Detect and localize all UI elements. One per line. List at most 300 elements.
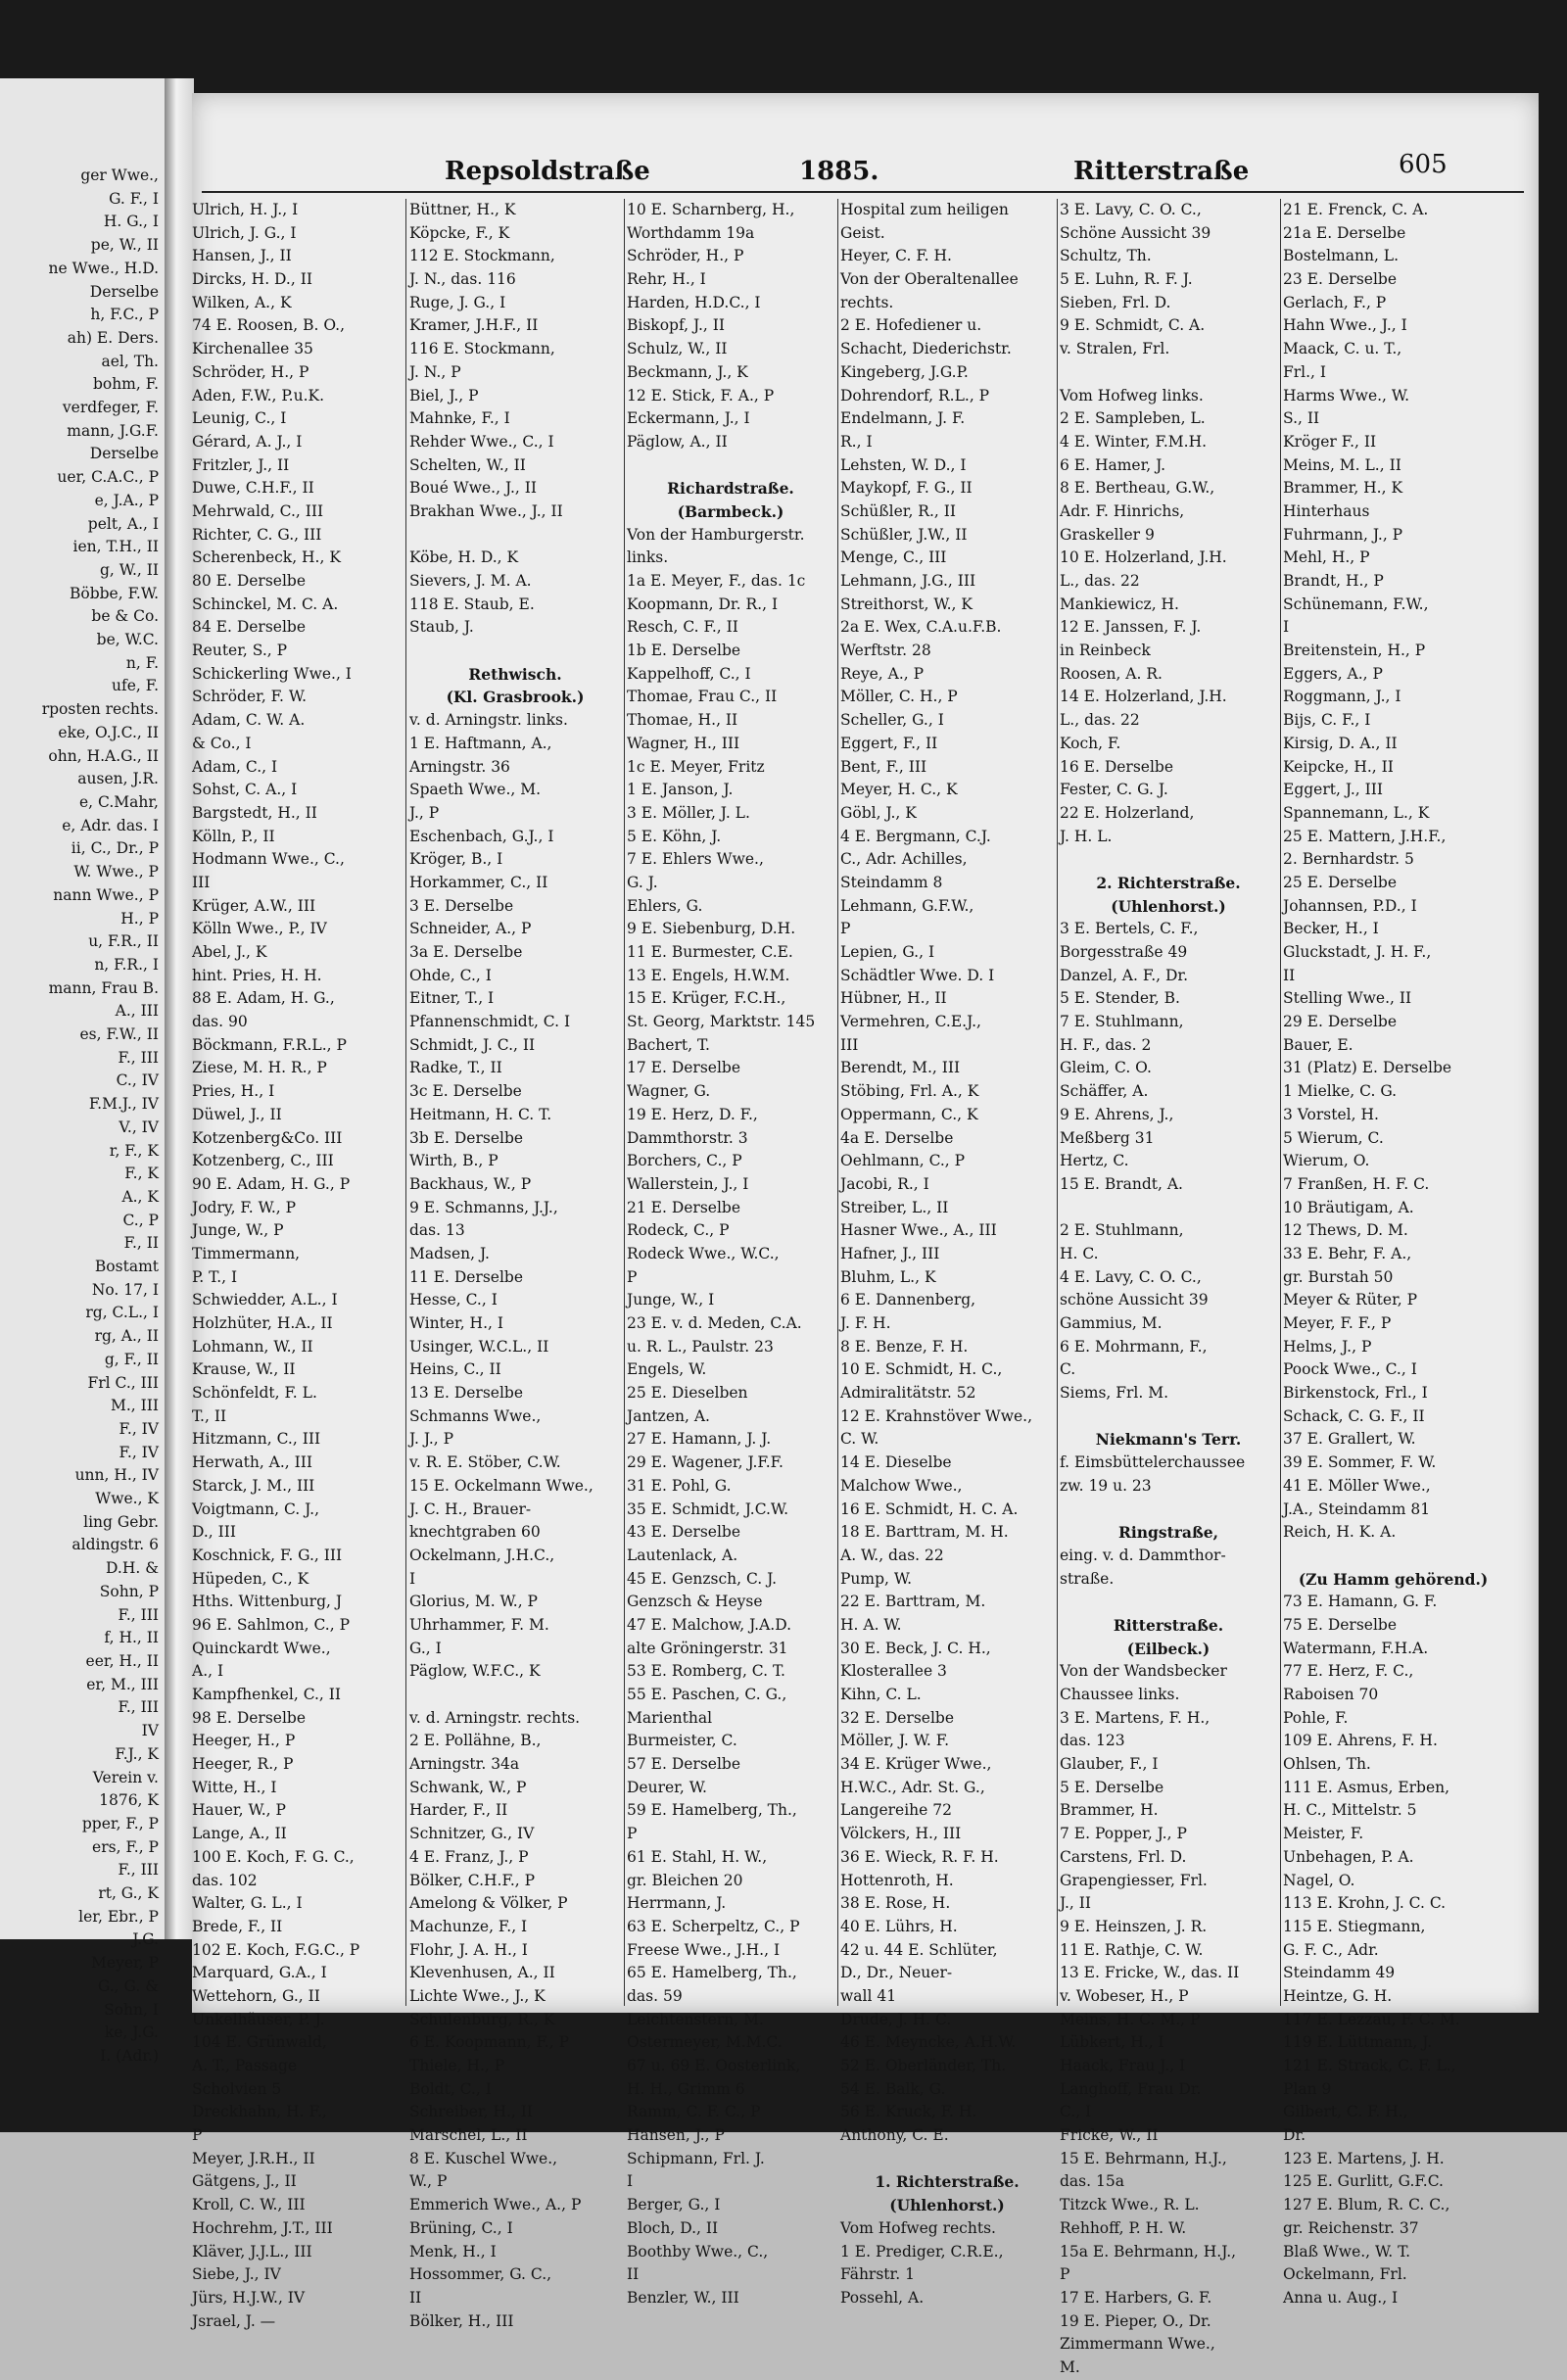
directory-entry — [1060, 848, 1277, 872]
directory-entry: e, J.A., P — [94, 491, 159, 509]
directory-entry: 61 E. Stahl, H. W., — [627, 1847, 768, 1866]
directory-entry: 57 E. Derselbe — [627, 1755, 741, 1774]
directory-entry: St. Georg, Marktstr. 145 — [627, 1013, 816, 1031]
directory-entry: 2 E. Stuhlmann, — [1060, 1221, 1184, 1240]
directory-entry: 21 E. Frenck, C. A. — [1283, 201, 1429, 218]
directory-entry: Genzsch & Heyse — [627, 1593, 763, 1611]
directory-entry: Klevenhusen, A., II — [409, 1964, 555, 1982]
directory-entry — [409, 524, 621, 547]
directory-entry: Glorius, M. W., P — [409, 1593, 538, 1611]
directory-entry: C. — [1060, 1360, 1076, 1379]
directory-entry: 7 Franßen, H. F. C. — [1283, 1174, 1430, 1193]
street-heading: Ringstraße, — [1117, 1523, 1218, 1543]
directory-entry: Kotzenberg&Co. III — [192, 1128, 343, 1147]
directory-entry: Berger, G., I — [627, 2196, 721, 2214]
directory-entry: 4 E. Bergmann, C.J. — [840, 827, 991, 845]
directory-entry: 123 E. Martens, J. H. — [1283, 2149, 1445, 2167]
directory-entry: C., P — [122, 1211, 159, 1229]
directory-entry — [1060, 361, 1277, 385]
directory-entry: 33 E. Behr, F. A., — [1283, 1244, 1412, 1262]
directory-entry: Hochrehm, J.T., III — [192, 2218, 333, 2237]
directory-entry: H. C., Mittelstr. 5 — [1283, 1801, 1417, 1820]
directory-entry: 31 E. Pohl, G. — [627, 1476, 732, 1495]
directory-entry: Möller, J. W. F. — [840, 1732, 950, 1750]
directory-entry: Deurer, W. — [627, 1778, 707, 1796]
directory-entry: Schmidt, J. C., II — [409, 1035, 536, 1054]
directory-entry: mann, J.G.F. — [67, 421, 159, 440]
directory-entry: 7 E. Stuhlmann, — [1060, 1013, 1184, 1031]
directory-entry: Kirchenallee 35 — [192, 340, 313, 358]
directory-entry: Böckmann, F.R.L., P — [192, 1035, 347, 1054]
directory-entry: Krüger, A.W., III — [192, 896, 316, 915]
directory-entry: G., I — [409, 1639, 442, 1657]
directory-entry: das. 102 — [192, 1871, 258, 1889]
street-heading: 1. Richterstraße. — [875, 2172, 1020, 2192]
directory-entry: Schüßler, R., II — [840, 501, 957, 520]
street-heading: 2. Richterstraße. — [1096, 873, 1241, 892]
directory-entry: Eckermann, J., I — [627, 409, 750, 428]
directory-entry: mann, Frau B. — [48, 978, 159, 997]
directory-entry: Hodmann Wwe., C., — [192, 850, 345, 869]
directory-entry: rg, A., II — [94, 1327, 159, 1346]
directory-entry: Birkenstock, Frl., I — [1283, 1384, 1428, 1403]
directory-entry: Oehlmann, C., P — [840, 1152, 966, 1170]
directory-entry: be, W.C. — [96, 631, 159, 649]
directory-entry: Sieben, Frl. D. — [1060, 293, 1171, 311]
directory-entry: Admiralitätstr. 52 — [840, 1384, 976, 1403]
directory-entry: H. F., das. 2 — [1060, 1035, 1152, 1054]
directory-entry: F.M.J., IV — [88, 1095, 159, 1114]
directory-entry: links. — [627, 548, 669, 567]
directory-entry: P — [192, 2126, 203, 2145]
directory-entry: 40 E. Lührs, H. — [840, 1917, 958, 1935]
directory-entry: rt, G., K — [98, 1884, 159, 1903]
directory-entry: eer, H., II — [85, 1652, 159, 1670]
directory-entry: Fester, C. G. J. — [1060, 781, 1168, 799]
directory-entry: 31 (Platz) E. Derselbe — [1283, 1059, 1452, 1077]
directory-entry: 84 E. Derselbe — [192, 618, 307, 637]
column-6 — [1283, 199, 1503, 2310]
directory-entry: 102 E. Koch, F.G.C., P — [192, 1940, 360, 1959]
directory-entry: 3a E. Derselbe — [409, 943, 523, 961]
directory-entry: Streiber, L., II — [840, 1198, 949, 1216]
directory-entry: 55 E. Paschen, C. G., — [627, 1686, 787, 1703]
left-page-text — [2, 165, 159, 2069]
directory-entry: Meister, F. — [1283, 1825, 1364, 1843]
directory-entry: Köpcke, F., K — [409, 223, 510, 242]
directory-entry: Langereihe 72 — [840, 1801, 952, 1820]
directory-entry: 80 E. Derselbe — [192, 572, 307, 590]
directory-entry: Pries, H., I — [192, 1082, 275, 1101]
directory-entry: F., K — [124, 1165, 159, 1183]
directory-entry: V., IV — [119, 1118, 159, 1136]
directory-entry: 4 E. Winter, F.M.H. — [1060, 432, 1208, 451]
directory-entry: Gammius, M. — [1060, 1314, 1163, 1332]
directory-entry: Arningstr. 36 — [409, 757, 510, 776]
directory-entry: ling Gebr. — [83, 1512, 159, 1531]
directory-entry: 5 E. Stender, B. — [1060, 989, 1180, 1008]
directory-entry: Beckmann, J., K — [627, 362, 748, 381]
directory-entry: 63 E. Scherpeltz, C., P — [627, 1917, 800, 1935]
directory-entry: Ehlers, G. — [627, 896, 703, 915]
directory-entry: Eggert, F., II — [840, 734, 938, 752]
directory-entry: h, F.C., P — [90, 306, 159, 324]
directory-entry: be & Co. — [91, 607, 159, 626]
directory-entry: 19 E. Pieper, O., Dr. — [1060, 2311, 1211, 2330]
directory-entry: 13 E. Derselbe — [409, 1384, 524, 1403]
directory-entry: Marienthal — [627, 1708, 713, 1727]
directory-entry: Kotzenberg, C., III — [192, 1152, 334, 1170]
directory-entry: verdfeger, F. — [62, 399, 159, 417]
directory-entry: 1 Mielke, C. G. — [1283, 1082, 1398, 1101]
directory-entry: Lange, A., II — [192, 1825, 287, 1843]
directory-entry: 125 E. Gurlitt, G.F.C. — [1283, 2172, 1444, 2191]
directory-entry: G. F. C., Adr. — [1283, 1940, 1379, 1959]
directory-entry: 3 Vorstel, H. — [1283, 1105, 1379, 1123]
directory-entry: Pump, W. — [840, 1569, 913, 1588]
directory-entry: 17 E. Derselbe — [627, 1059, 741, 1077]
directory-entry: Kölln Wwe., P., IV — [192, 920, 327, 938]
directory-entry: knechtgraben 60 — [409, 1523, 541, 1542]
directory-entry: 32 E. Derselbe — [840, 1708, 955, 1727]
directory-entry: 27 E. Hamann, J. J. — [627, 1430, 772, 1449]
directory-entry: 117 E. Lezzau, F. C. M. — [1283, 2010, 1460, 2028]
directory-entry: 12 E. Stick, F. A., P — [627, 386, 775, 405]
directory-entry: F., III — [118, 1861, 159, 1880]
directory-entry: II — [409, 2288, 422, 2307]
directory-entry: Von der Wandsbecker — [1060, 1662, 1227, 1681]
directory-entry: Lehmann, G.F.W., — [840, 896, 974, 915]
directory-entry: Schacht, Diederichstr. — [840, 340, 1012, 358]
directory-entry: 3 E. Lavy, C. O. C., — [1060, 201, 1202, 218]
directory-entry: Witte, H., I — [192, 1778, 277, 1796]
directory-entry: Jantzen, A. — [627, 1406, 710, 1425]
directory-entry: Schulz, W., II — [627, 340, 728, 358]
column-divider — [405, 199, 406, 2006]
directory-entry: Boldt, C., I — [409, 2079, 492, 2098]
directory-entry: 2a E. Wex, C.A.u.F.B. — [840, 618, 1002, 637]
directory-entry: es, F.W., II — [79, 1025, 159, 1044]
directory-entry: Kläver, J.J.L., III — [192, 2242, 312, 2261]
directory-entry: 59 E. Hamelberg, Th., — [627, 1801, 797, 1820]
directory-entry: Gätgens, J., II — [192, 2172, 297, 2191]
directory-entry: g, F., II — [104, 1350, 159, 1368]
directory-entry: Amelong & Völker, P — [409, 1894, 568, 1913]
directory-entry: Schädtler Wwe. D. I — [840, 966, 995, 984]
street-heading: (Kl. Grasbrook.) — [446, 688, 585, 707]
directory-entry: Scheller, G., I — [840, 711, 944, 730]
directory-entry: schöne Aussicht 39 — [1060, 1291, 1209, 1309]
directory-entry: u, F.R., II — [88, 932, 159, 951]
directory-entry: D., III — [192, 1523, 237, 1542]
directory-entry: Unbehagen, P. A. — [1283, 1847, 1414, 1866]
directory-entry: Kirsig, D. A., II — [1283, 734, 1398, 752]
directory-entry: 9 E. Heinszen, J. R. — [1060, 1917, 1208, 1935]
directory-entry: ke, J.G. — [104, 2023, 159, 2042]
directory-entry: Schwiedder, A.L., I — [192, 1291, 338, 1309]
directory-entry: 34 E. Krüger Wwe., — [840, 1755, 992, 1774]
directory-entry: L., das. 22 — [1060, 711, 1140, 730]
directory-entry: Possehl, A. — [840, 2288, 925, 2307]
directory-entry: 98 E. Derselbe — [192, 1708, 307, 1727]
directory-entry: Horkammer, C., II — [409, 873, 548, 891]
directory-entry: Danzel, A. F., Dr. — [1060, 966, 1189, 984]
directory-entry: Frl C., III — [87, 1373, 159, 1392]
directory-entry: 13 E. Engels, H.W.M. — [627, 966, 790, 984]
directory-entry: Leichtenstern, M. — [627, 2010, 764, 2028]
street-heading: (Zu Hamm gehörend.) — [1298, 1569, 1489, 1589]
directory-entry: 5 Wierum, C. — [1283, 1128, 1384, 1147]
directory-entry: Brandt, H., P — [1283, 572, 1384, 590]
directory-entry: Derselbe — [89, 445, 159, 463]
directory-entry: Klosterallee 3 — [840, 1662, 947, 1681]
directory-entry: Winter, H., I — [409, 1314, 503, 1332]
directory-entry — [409, 640, 621, 663]
directory-entry: Bijs, C. F., I — [1283, 711, 1371, 730]
directory-entry: Schelten, W., II — [409, 455, 526, 474]
directory-entry: Jürs, H.J.W., IV — [192, 2288, 306, 2307]
directory-entry: A. W., das. 22 — [840, 1546, 944, 1564]
directory-entry: & Co., I — [192, 734, 252, 752]
directory-entry: zw. 19 u. 23 — [1060, 1476, 1152, 1495]
directory-entry — [1060, 1197, 1277, 1220]
directory-entry: Fuhrmann, J., P — [1283, 525, 1403, 544]
directory-entry: rg, C.L., I — [85, 1304, 159, 1322]
directory-entry: Oppermann, C., K — [840, 1105, 978, 1123]
directory-entry: ger Wwe., — [80, 167, 159, 184]
directory-entry: 14 E. Holzerland, J.H. — [1060, 688, 1227, 706]
street-heading: Niekmann's Terr. — [1095, 1430, 1242, 1450]
directory-entry: e, Adr. das. I — [62, 816, 159, 834]
directory-entry: Hitzmann, C., III — [192, 1430, 321, 1449]
directory-entry: alte Gröningerstr. 31 — [627, 1639, 788, 1657]
directory-entry: 29 E. Wagener, J.F.F. — [627, 1453, 784, 1472]
directory-entry: I — [627, 2172, 634, 2191]
directory-entry: Gluckstadt, J. H. F., — [1283, 943, 1432, 961]
directory-entry: 36 E. Wieck, R. F. H. — [840, 1847, 999, 1866]
directory-entry: ohn, H.A.G., II — [48, 746, 159, 765]
directory-entry: Scherenbeck, H., K — [192, 548, 341, 567]
directory-entry: 13 E. Fricke, W., das. II — [1060, 1964, 1240, 1982]
directory-entry: 21a E. Derselbe — [1283, 223, 1406, 242]
directory-entry: Werftstr. 28 — [840, 642, 931, 660]
directory-entry: g, W., II — [99, 560, 159, 579]
directory-entry: J. N., P — [409, 362, 461, 381]
directory-entry: Meßberg 31 — [1060, 1128, 1155, 1147]
directory-entry: 47 E. Malchow, J.A.D. — [627, 1615, 792, 1634]
directory-entry: Carstens, Frl. D. — [1060, 1847, 1187, 1866]
directory-entry: 112 E. Stockmann, — [409, 247, 555, 265]
directory-entry: Becker, H., I — [1283, 920, 1379, 938]
directory-entry: Arningstr. 34a — [409, 1755, 520, 1774]
directory-entry: 3 E. Bertels, C. F., — [1060, 920, 1199, 938]
directory-entry: Hansen, J., P — [627, 2126, 725, 2145]
directory-entry: Steindamm 8 — [840, 873, 943, 891]
directory-entry: Quinckardt Wwe., — [192, 1639, 331, 1657]
directory-entry: Hossommer, G. C., — [409, 2265, 552, 2284]
directory-entry: straße. — [1060, 1569, 1115, 1588]
directory-entry: Wallerstein, J., I — [627, 1174, 749, 1193]
directory-entry: J. C. H., Brauer- — [409, 1499, 532, 1518]
directory-entry: Schmanns Wwe., — [409, 1406, 542, 1425]
directory-entry: Reye, A., P — [840, 664, 925, 683]
directory-entry: f. Eimsbüttelerchaussee — [1060, 1453, 1246, 1472]
directory-entry: Kröger F., II — [1283, 432, 1377, 451]
directory-entry: ael, Th. — [101, 352, 159, 370]
directory-entry: Lohmann, W., II — [192, 1337, 313, 1356]
directory-entry: Boué Wwe., J., II — [409, 479, 537, 498]
directory-entry: Vermehren, C.E.J., — [840, 1013, 981, 1031]
directory-entry: Eitner, T., I — [409, 989, 495, 1008]
directory-entry: das. 123 — [1060, 1732, 1125, 1750]
directory-entry: er, M., III — [86, 1675, 159, 1693]
directory-entry: Mehl, H., P — [1283, 548, 1370, 567]
directory-entry: F., II — [123, 1234, 159, 1253]
directory-entry: Ulrich, H. J., I — [192, 201, 299, 218]
directory-entry: 16 E. Derselbe — [1060, 757, 1174, 776]
directory-entry: das. 90 — [192, 1013, 248, 1031]
directory-entry: Fricke, W., II — [1060, 2126, 1159, 2145]
directory-entry: 2 E. Sampleben, L. — [1060, 409, 1206, 428]
directory-entry: C., I — [1060, 2103, 1092, 2121]
directory-entry: Schinckel, M. C. A. — [192, 595, 339, 613]
directory-entry: Poock Wwe., C., I — [1283, 1360, 1417, 1379]
directory-entry: ah) E. Ders. — [67, 328, 159, 347]
directory-entry: Pfannenschmidt, C. I — [409, 1013, 571, 1031]
directory-entry: Ruge, J. G., I — [409, 293, 506, 311]
directory-entry: Bostamt — [94, 1258, 159, 1276]
directory-entry: 10 E. Schmidt, H. C., — [840, 1360, 1003, 1379]
directory-entry: 46 E. Meyncke, A.H.W. — [840, 2033, 1017, 2052]
column-2 — [409, 199, 621, 2333]
street-heading: Ritterstraße. — [1113, 1615, 1224, 1635]
directory-entry: Thomae, H., II — [627, 711, 738, 730]
directory-entry: 2 E. Hofediener u. — [840, 316, 982, 335]
directory-entry: A., K — [121, 1187, 159, 1206]
directory-entry: Reich, H. K. A. — [1283, 1523, 1397, 1542]
directory-entry: Verein v. — [92, 1768, 159, 1786]
directory-entry: in Reinbeck — [1060, 642, 1151, 660]
directory-entry: Fritzler, J., II — [192, 455, 290, 474]
directory-entry: 115 E. Stiegmann, — [1283, 1917, 1426, 1935]
directory-entry: Roggmann, J., I — [1283, 688, 1401, 706]
directory-entry: Harden, H.D.C., I — [627, 293, 761, 311]
directory-entry: D.H. & — [106, 1559, 159, 1578]
directory-entry: Glauber, F., I — [1060, 1755, 1159, 1774]
directory-entry: III — [192, 873, 211, 891]
street-heading: (Uhlenhorst.) — [1111, 896, 1226, 916]
directory-entry: pelt, A., I — [87, 514, 159, 533]
directory-entry: 109 E. Ahrens, F. H. — [1283, 1732, 1438, 1750]
column-divider — [624, 199, 625, 2006]
directory-entry: P — [627, 1825, 638, 1843]
directory-entry: Schröder, H., P — [192, 362, 309, 381]
directory-entry: 25 E. Mattern, J.H.F., — [1283, 827, 1447, 845]
directory-entry: Jacobi, R., I — [840, 1174, 929, 1193]
directory-entry: 1a E. Meyer, F., das. 1c — [627, 572, 806, 590]
left-page-fragment — [0, 78, 166, 2065]
directory-entry — [1060, 1405, 1277, 1429]
directory-entry: Rehr, H., I — [627, 270, 706, 289]
directory-entry: R., I — [840, 432, 873, 451]
directory-entry: Bargstedt, H., II — [192, 803, 317, 822]
directory-entry: Heitmann, H. C. T. — [409, 1105, 552, 1123]
directory-entry: Titzck Wwe., R. L. — [1060, 2196, 1200, 2214]
directory-entry: Sohn, I — [104, 2000, 159, 2019]
directory-entry: Dreckhahn, H. F., — [192, 2103, 327, 2121]
directory-entry: 42 u. 44 E. Schlüter, — [840, 1940, 998, 1959]
directory-entry: L., das. 22 — [1060, 572, 1140, 590]
directory-entry: III — [840, 1035, 859, 1054]
directory-entry: Reuter, S., P — [192, 642, 288, 660]
directory-entry: Adam, C., I — [192, 757, 278, 776]
directory-entry: II — [1283, 966, 1296, 984]
directory-entry: 1876, K — [99, 1791, 159, 1810]
directory-entry: Harder, F., II — [409, 1801, 508, 1820]
directory-entry — [1060, 1499, 1277, 1522]
directory-entry: Wagner, H., III — [627, 734, 740, 752]
directory-entry: das. 15a — [1060, 2172, 1124, 2191]
directory-entry: Holzhüter, H.A., II — [192, 1314, 333, 1332]
directory-entry: gr. Reichenstr. 37 — [1283, 2218, 1419, 2237]
directory-entry: hint. Pries, H. H. — [192, 966, 322, 984]
directory-entry: Mankiewicz, H. — [1060, 595, 1179, 613]
directory-entry: Wagner, G. — [627, 1082, 711, 1101]
directory-entry: 5 E. Köhn, J. — [627, 827, 722, 845]
directory-entry: Schneider, A., P — [409, 920, 532, 938]
directory-entry: 15 E. Krüger, F.C.H., — [627, 989, 786, 1008]
directory-entry: Keipcke, H., II — [1283, 757, 1394, 776]
page-number: 605 — [1399, 150, 1448, 179]
directory-entry: Brakhan Wwe., J., II — [409, 501, 563, 520]
directory-entry: 6 E. Mohrmann, F., — [1060, 1337, 1208, 1356]
directory-entry: 23 E. Derselbe — [1283, 270, 1398, 289]
directory-entry: I. (Adr.) — [100, 2046, 159, 2065]
directory-entry: 3 E. Derselbe — [409, 896, 514, 915]
directory-entry: Steindamm 49 — [1283, 1964, 1396, 1982]
directory-entry: Eggers, A., P — [1283, 664, 1383, 683]
directory-entry: Bölker, H., III — [409, 2311, 514, 2330]
directory-entry: v. Stralen, Frl. — [1060, 340, 1170, 358]
directory-entry: Kappelhoff, C., I — [627, 664, 751, 683]
directory-entry: J., II — [1060, 1894, 1092, 1913]
directory-entry: 65 E. Hamelberg, Th., — [627, 1964, 797, 1982]
directory-entry: Meyer & Rüter, P — [1283, 1291, 1418, 1309]
directory-entry: 22 E. Holzerland, — [1060, 803, 1195, 822]
directory-entry: Hübner, H., II — [840, 989, 947, 1008]
directory-entry: 4 E. Lavy, C. O. C., — [1060, 1267, 1202, 1286]
directory-entry: F., IV — [119, 1443, 159, 1461]
directory-entry: Anna u. Aug., I — [1283, 2288, 1399, 2307]
street-heading: (Eilbeck.) — [1126, 1639, 1211, 1658]
directory-entry: J. H. L. — [1060, 827, 1113, 845]
directory-entry: 90 E. Adam, H. G., P — [192, 1174, 351, 1193]
directory-entry: u. R. L., Paulstr. 23 — [627, 1337, 774, 1356]
directory-entry: Freese Wwe., J.H., I — [627, 1940, 781, 1959]
directory-entry: Lichte Wwe., J., K — [409, 1986, 546, 2005]
directory-entry: Vom Hofweg links. — [1060, 386, 1204, 405]
directory-entry: Hansen, J., II — [192, 247, 292, 265]
directory-entry: 4a E. Derselbe — [840, 1128, 954, 1147]
directory-entry: Heyer, C. F. H. — [840, 247, 952, 265]
directory-entry: Schäffer, A. — [1060, 1082, 1149, 1101]
directory-entry: 77 E. Herz, F. C., — [1283, 1662, 1414, 1681]
directory-entry: Derselbe — [89, 282, 159, 301]
directory-entry: Schipmann, Frl. J. — [627, 2149, 765, 2167]
directory-entry: Frl., I — [1283, 362, 1327, 381]
directory-entry: wall 41 — [840, 1986, 897, 2005]
directory-entry: P — [1060, 2265, 1070, 2284]
